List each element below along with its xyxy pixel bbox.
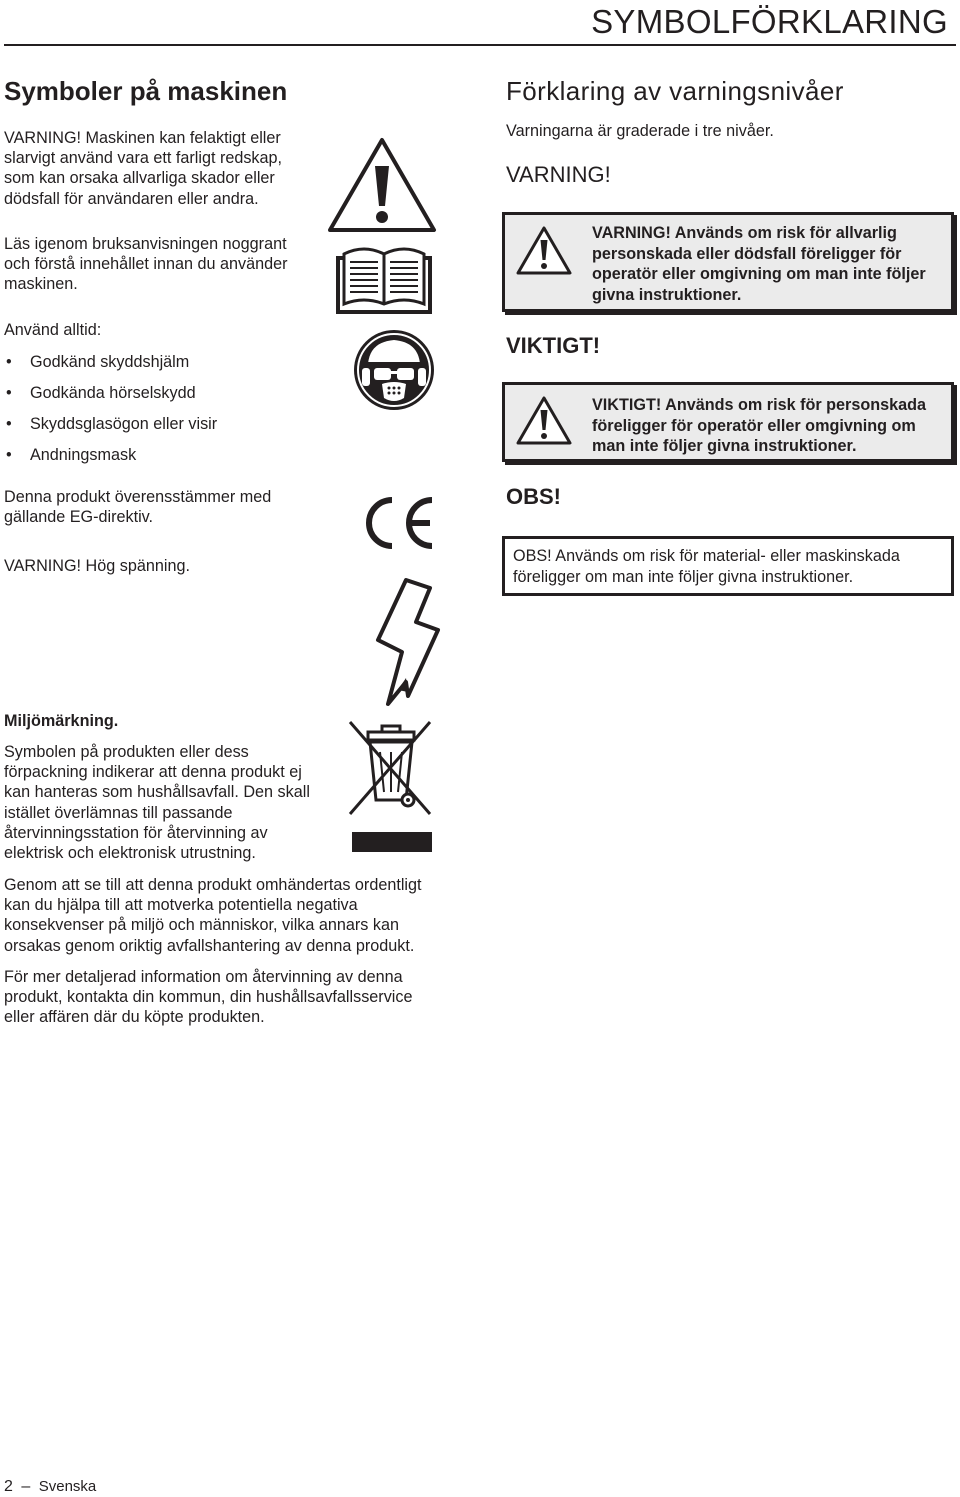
environment-paragraph-2: Genom att se till att denna produkt omhändertas ordentligt kan du hjälpa till att motverka potentiella negativa konsekvenser på miljö och människor, vilka annars kan orsakas genom oriktig avfallshantering av denna produkt. — [4, 876, 422, 955]
level-label-obs: OBS! — [506, 484, 561, 509]
page-footer — [4, 1477, 96, 1497]
warning-box-title: VIKTIGT! — [592, 396, 662, 414]
manual-book-icon — [336, 242, 432, 314]
voltage-paragraph: VARNING! Hög spänning. — [4, 557, 190, 575]
crossed-bin-icon — [346, 718, 436, 858]
list-item: • Godkända hörselskydd — [4, 383, 304, 414]
section-heading-symbols: Symboler på maskinen — [4, 76, 288, 106]
warning-box-varning — [502, 212, 954, 312]
warning-box-text — [592, 223, 948, 305]
warning-box-body: Används om risk för allvarlig personskada eller dödsfall föreligger för operatör eller omgivning om man inte följer givna instruktioner. — [592, 224, 926, 304]
high-voltage-icon — [376, 578, 440, 706]
warning-box-viktigt — [502, 382, 954, 462]
ppe-list — [4, 352, 304, 476]
always-use-label: Använd alltid: — [4, 321, 102, 339]
warning-box-body: Används om risk för personskada föreligger för operatör eller omgivning om man inte följer givna instruktioner. — [592, 396, 927, 455]
level-label-viktigt: VIKTIGT! — [506, 333, 601, 358]
environment-paragraph-1: Symbolen på produkten eller dess förpackning indikerar att denna produkt ej kan hanteras som hushållsavfall. Den skall istället överlämnas till passande återvinningsstation för återvinning av elektrisk och elektronisk utrustning. — [4, 743, 310, 863]
warning-paragraph: VARNING! Maskinen kan felaktigt eller slarvigt använd vara ett farligt redskap, som kan orsaka allvarliga skador eller dödsfall för användaren eller andra. — [4, 129, 283, 208]
notice-box-title: OBS! — [513, 547, 552, 565]
manual-paragraph: Läs igenom bruksanvisningen noggrant och förstå innehållet innan du använder maskinen. — [4, 235, 288, 294]
list-item: • Andningsmask — [4, 445, 304, 476]
list-item: • Skyddsglasögon eller visir — [4, 414, 304, 445]
environment-heading: Miljömärkning. — [4, 712, 119, 730]
environment-paragraph-3: För mer detaljerad information om återvinning av denna produkt, kontakta din kommun, din hushållsavfallsservice eller affären där du köpte produkten. — [4, 968, 413, 1027]
section-heading-levels: Förklaring av varningsnivåer — [506, 76, 844, 106]
notice-box-text — [513, 546, 949, 587]
page-title: SYMBOLFÖRKLARING — [591, 3, 948, 40]
page-number: 2 — [4, 1478, 13, 1495]
warning-triangle-icon — [326, 136, 438, 234]
ce-paragraph: Denna produkt överensstämmer med gällande EG-direktiv. — [4, 488, 272, 527]
list-item: • Godkänd skyddshjälm — [4, 352, 304, 383]
helmet-ear-eye-mask-icon — [352, 328, 436, 412]
ce-mark-icon — [356, 494, 436, 552]
warning-triangle-icon — [515, 225, 573, 277]
header-rule — [4, 44, 956, 46]
notice-box-obs — [502, 536, 954, 596]
warning-box-title: VARNING! — [592, 224, 671, 242]
footer-dash: – — [21, 1478, 31, 1495]
level-label-varning: VARNING! — [506, 162, 611, 187]
footer-language: Svenska — [38, 1478, 97, 1495]
notice-box-body: Används om risk för material- eller maskinskada föreligger om man inte följer givna instruktioner. — [513, 547, 900, 586]
levels-intro: Varningarna är graderade i tre nivåer. — [506, 122, 774, 140]
warning-box-text — [592, 395, 948, 457]
warning-triangle-icon — [515, 395, 573, 447]
